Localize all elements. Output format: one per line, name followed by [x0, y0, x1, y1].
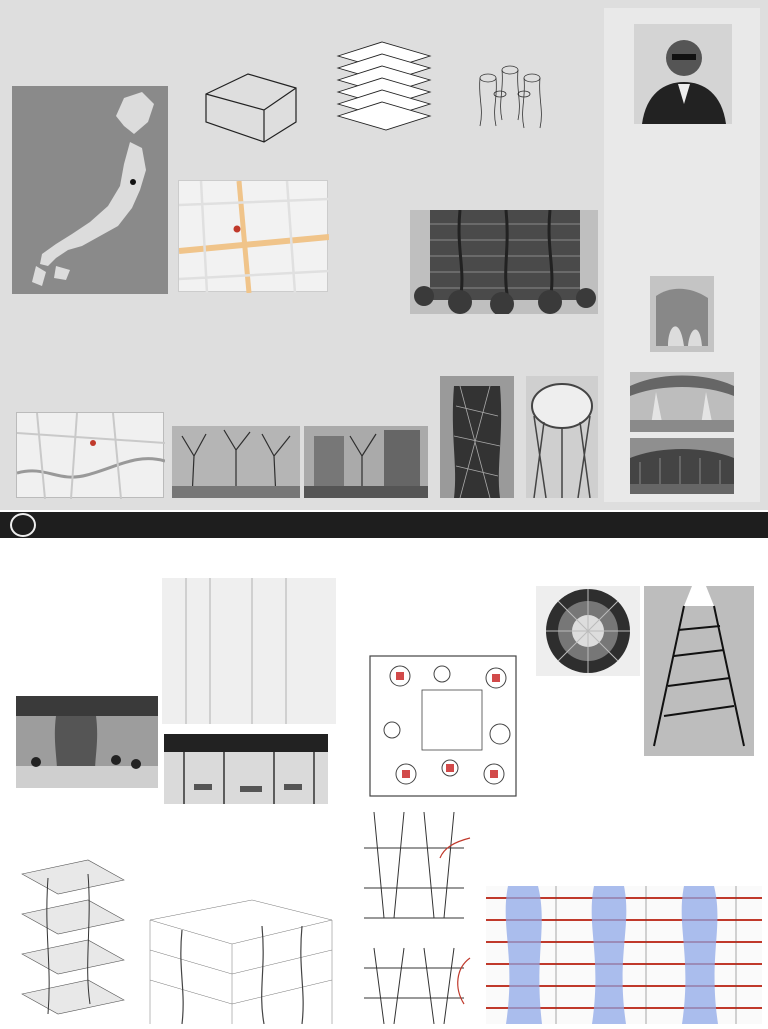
column-interior-photo — [526, 376, 598, 498]
plate-structure-drawing — [18, 854, 128, 1024]
taichung-photo — [650, 276, 714, 352]
japan-silhouette — [12, 86, 168, 294]
gifu-interior-photo — [630, 372, 734, 432]
tube-detail-drawing — [344, 808, 484, 1024]
column-tube-photo — [440, 376, 514, 498]
structural-section-drawing — [486, 886, 762, 1024]
japan-map — [12, 86, 168, 294]
building-photo — [410, 210, 598, 314]
estructura-text — [18, 816, 338, 818]
city-map — [16, 412, 164, 498]
building-3d-drawing — [142, 890, 338, 1024]
column-top-view-photo — [536, 586, 640, 676]
street-map — [178, 180, 328, 292]
stair-photo — [644, 586, 754, 756]
street-view-photo-1 — [172, 426, 300, 498]
credits-band — [0, 512, 768, 538]
glass-envelope-drawing — [196, 66, 306, 146]
cafeteria-photo — [164, 734, 328, 804]
intro-text — [16, 296, 162, 301]
irregular-columns-drawing — [468, 48, 558, 138]
program-section-drawing — [162, 578, 336, 724]
course-logo — [10, 513, 36, 537]
reading-room-photo — [16, 696, 158, 788]
concrete-plates-drawing — [330, 36, 440, 146]
gifu-exterior-photo — [630, 438, 734, 494]
street-view-photo-2 — [304, 426, 428, 498]
floor-plan — [346, 634, 536, 804]
architect-portrait — [634, 24, 732, 124]
